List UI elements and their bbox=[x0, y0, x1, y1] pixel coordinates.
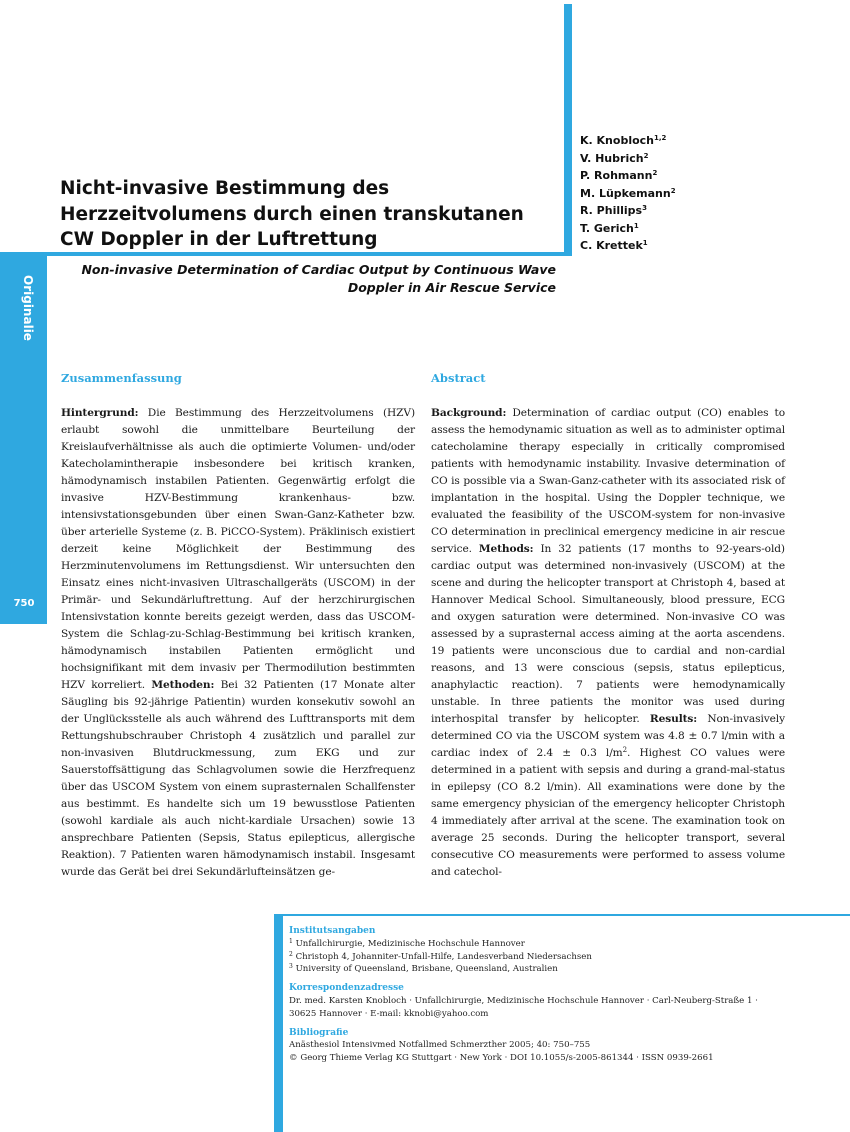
bibliography-heading: Bibliografie bbox=[289, 1027, 349, 1038]
article-subtitle: Non-invasive Determination of Cardiac Output by Continuous Wave Doppler in Air Rescue Service bbox=[81, 262, 556, 295]
hintergrund-text: Die Bestimmung des Herzzeitvolumens (HZV) erlaubt sowohl die unmittelbare Beurteilung der Kreislaufverhältnisse als auch die optimierte Volumen- und/oder Katecholamintherapie insbesondere bei kritisch kranken, hämodynamisch instabilen Patienten. Gegenwärtig erfolgt die invasive HZV-Bestimmung krankenhaus- bzw. intensivstationsgebunden über einen Swan-Ganz-Katheter bzw. über arterielle Systeme (z. B. PiCCO-System). Präklinisch existiert derzeit keine Möglichkeit der Bestimmung des Herzminutenvolumens im Rettungsdienst. Wir untersuchten den Einsatz eines nicht-invasiven Ultraschallgeräts (USCOM) in der Primär- und Sekundärluftrettung. Auf der herzchirurgischen Intensivstation konnte bereits gezeigt werden, dass das USCOM-System die Schlag-zu-Schlag-Bestimmung bei kritisch kranken, hämodynamisch instabilen Patienten ermöglicht und hochsignifikant mit dem invasiv per Thermodilution bestimmten HZV korreliert. bbox=[61, 407, 415, 691]
background-label: Background: bbox=[431, 407, 507, 419]
author bbox=[580, 150, 676, 168]
methoden-label: Methoden: bbox=[151, 679, 215, 691]
institution-line bbox=[289, 938, 839, 951]
author-affiliation: 1,2 bbox=[654, 134, 667, 142]
info-box-rule bbox=[274, 914, 850, 916]
author-affiliation: 3 bbox=[642, 204, 647, 212]
institution-number: 2 bbox=[289, 950, 293, 958]
author-affiliation: 2 bbox=[643, 151, 649, 160]
institution-number: 3 bbox=[289, 963, 293, 971]
author-affiliation: 2 bbox=[670, 186, 676, 195]
accent-bar-title-underline bbox=[0, 252, 572, 256]
correspondence-heading: Korrespondenzadresse bbox=[289, 983, 404, 994]
bibliography-block bbox=[289, 1027, 839, 1065]
info-box-bar bbox=[274, 914, 283, 1132]
background-text: Determination of cardiac output (CO) enables to assess the hemodynamic situation as well as to administer optimal catecholamine therapy especially in critically compromised patients with hemodynamic instability. Invasive determination of CO is possible via a Swan-Ganz-catheter with its associated risk of implantation in the hospital. Using the Doppler technique, we evaluated the feasibility of the USCOM-system for non-invasive CO determination in preclinical emergency medicine in air rescue service. bbox=[431, 407, 785, 555]
author-name: M. Lüpkemann bbox=[580, 186, 671, 200]
institution-line bbox=[289, 951, 839, 964]
zusammenfassung-body bbox=[61, 405, 415, 881]
author bbox=[580, 237, 676, 255]
author-name: C. Krettek bbox=[580, 239, 643, 252]
zusammenfassung-heading: Zusammenfassung bbox=[61, 371, 182, 385]
article-title: Nicht-invasive Bestimmung des Herzzeitvolumens durch einen transkutanen CW Doppler in der Luftrettung bbox=[60, 178, 524, 250]
author-affiliation: 1 bbox=[633, 221, 639, 230]
section-label: Originalie bbox=[21, 275, 35, 341]
institution-text: Unfallchirurgie, Medizinische Hochschule Hannover bbox=[295, 938, 525, 949]
abstract-body bbox=[431, 405, 785, 881]
methods-text: In 32 patients (17 months to 92-years-old) cardiac output was determined non-invasively (USCOM) at the scene and during the helicopter transport at Christoph 4, based at Hannover Medical School. Simultaneously, blood pressure, ECG and oxygen saturation were determined. Non-invasive CO was assessed by a suprasternal access aiming at the aorta ascendens. 19 patients were unconscious due to cardial and non-cardial reasons, and 13 were conscious (sepsis, status epilepticus, anaphylactic reaction). 7 patients were hemodynamically unstable. In three patients the monitor was used during interhospital transfer by helicopter. bbox=[431, 543, 785, 725]
institution-text: University of Queensland, Brisbane, Queensland, Australien bbox=[295, 964, 558, 975]
abstract-heading: Abstract bbox=[431, 371, 486, 385]
results-text-continued: . Highest CO values were determined in a patient with sepsis and during a grand-mal-status in epilepsy (CO 8.2 l/min). All examinations were done by the same emergency physician of the emergency helicopter Christoph 4 immediately after arrival at the scene. The examination took on average 25 seconds. During the helicopter transport, several consecutive CO measurements were performed to assess volume and catechol- bbox=[431, 747, 786, 878]
info-box bbox=[289, 925, 839, 1071]
methods-label: Methods: bbox=[478, 543, 534, 555]
author-name: V. Hubrich bbox=[580, 151, 644, 165]
bibliography-line: © Georg Thieme Verlag KG Stuttgart · New York · DOI 10.1055/s-2005-861344 · ISSN 0939-2661 bbox=[289, 1053, 714, 1064]
results-superscript: 2 bbox=[622, 746, 627, 754]
results-text: Non-invasively determined CO via the USCOM system was 4.8 ± 0.7 l/min with a cardiac index of 2.4 ± 0.3 l/m bbox=[431, 713, 785, 759]
institution-line bbox=[289, 963, 839, 976]
institutions-heading: Institutsangaben bbox=[289, 926, 376, 936]
correspondence-line: Dr. med. Karsten Knobloch · Unfallchirurgie, Medizinische Hochschule Hannover · Carl-Neuberg-Straße 1 · bbox=[289, 995, 758, 1006]
bibliography-line: Anästhesiol Intensivmed Notfallmed Schmerzther 2005; 40: 750–755 bbox=[289, 1040, 591, 1051]
hintergrund-label: Hintergrund: bbox=[61, 407, 139, 419]
author-list bbox=[580, 132, 676, 255]
correspondence-line: 30625 Hannover · E-mail: kknobi@yahoo.com bbox=[289, 1008, 489, 1019]
author-name: T. Gerich bbox=[580, 221, 634, 235]
author bbox=[580, 220, 676, 238]
author bbox=[580, 167, 676, 185]
author bbox=[580, 185, 676, 203]
author-affiliation: 2 bbox=[652, 169, 658, 177]
institution-text: Christoph 4, Johanniter-Unfall-Hilfe, Landesverband Niedersachsen bbox=[295, 951, 592, 962]
correspondence-block bbox=[289, 982, 839, 1020]
page-number: 750 bbox=[13, 598, 35, 609]
author-affiliation: 1 bbox=[642, 239, 648, 247]
institution-number: 1 bbox=[289, 937, 293, 945]
results-label: Results: bbox=[649, 713, 698, 725]
accent-bar-vertical bbox=[564, 4, 572, 256]
author-name: K. Knobloch bbox=[580, 134, 654, 147]
author-name: P. Rohmann bbox=[580, 169, 653, 182]
methoden-text: Bei 32 Patienten (17 Monate alter Säugling bis 92-jährige Patientin) wurden konsekutiv sowohl an der Unglücksstelle als auch während des Lufttransports mit dem Rettungshubschrauber Christoph 4 zusätzlich und parallel zur non-invasiven Blutdruckmessung, zum EKG und zur Sauerstoffsättigung das Schlagvolumen sowie die Herzfrequenz über das USCOM System von einem suprasternalen Schallfenster aus bestimmt. Es handelte sich um 19 bewusstlose Patienten (sowohl kardiale als auch nicht-kardiale Ursachen) sowie 13 ansprechbare Patienten (Sepsis, Status epilepticus, allergische Reaktion). 7 Patienten waren hämodynamisch instabil. Insgesamt wurde das Gerät bei drei Sekundärlufteinsätzen ge- bbox=[61, 679, 415, 878]
institutions-block bbox=[289, 925, 839, 976]
author bbox=[580, 132, 676, 150]
author bbox=[580, 202, 676, 220]
author-name: R. Phillips bbox=[580, 204, 643, 217]
